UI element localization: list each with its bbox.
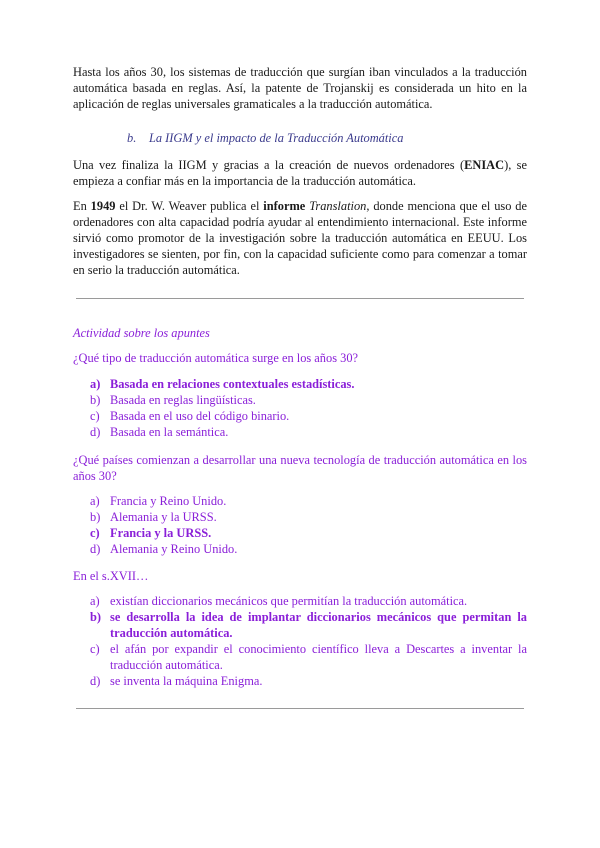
option-text: existían diccionarios mecánicos que permitían la traducción automática. — [110, 594, 468, 608]
question-2-option-a — [90, 493, 527, 509]
paragraph-eniac-part-1: Una vez finaliza la IIGM y gracias a la creación de nuevos ordenadores ( — [73, 158, 465, 172]
year-1949-bold: 1949 — [90, 199, 116, 213]
option-letter: a) — [90, 494, 100, 508]
question-2-option-d — [90, 541, 527, 557]
option-letter: d) — [90, 542, 101, 556]
option-letter: d) — [90, 674, 101, 688]
section-heading-number: b. — [127, 131, 137, 145]
option-letter: b) — [90, 510, 101, 524]
option-text: se desarrolla la idea de implantar diccionarios mecánicos que permitan la traducción automática. — [110, 610, 527, 640]
question-3: En el s.XVII… — [73, 569, 149, 583]
translation-title-italic: Translation — [309, 199, 367, 213]
option-text: Alemania y Reino Unido. — [110, 542, 238, 556]
divider-bottom — [76, 708, 524, 709]
paragraph-weaver — [73, 198, 527, 278]
question-3-option-c — [90, 641, 527, 673]
question-2: ¿Qué países comienzan a desarrollar una nueva tecnología de traducción automática en los años 30? — [73, 453, 527, 483]
option-text: Basada en relaciones contextuales estadísticas. — [110, 377, 355, 391]
option-letter: c) — [90, 642, 100, 656]
question-3-option-a — [90, 593, 527, 609]
option-text: Basada en reglas lingüísticas. — [110, 393, 256, 407]
option-letter: c) — [90, 526, 100, 540]
question-1-option-c — [90, 408, 527, 424]
option-text: Francia y Reino Unido. — [110, 494, 227, 508]
option-letter: c) — [90, 409, 100, 423]
question-2-option-c — [90, 525, 527, 541]
option-letter: b) — [90, 610, 102, 624]
paragraph-eniac-part-2: ), se empieza a confiar más en la importancia de la traducción automática. — [73, 158, 527, 188]
option-letter: d) — [90, 425, 101, 439]
option-text: Basada en el uso del código binario. — [110, 409, 290, 423]
option-text: Alemania y la URSS. — [110, 510, 217, 524]
option-text: Basada en la semántica. — [110, 425, 229, 439]
question-3-option-b — [90, 609, 527, 641]
paragraph-weaver-part-3: , donde menciona que el uso de ordenadores con alta capacidad podría ayudar al entendimiento internacional. Este informe sirvió como promotor de la investigación sobre la traducción automática en EEUU. Los investigadores se sienten, por fin, con la capacidad suficiente como para comenzar a tomar en serio la traducción automática. — [73, 199, 527, 277]
option-text: Francia y la URSS. — [110, 526, 212, 540]
option-letter: a) — [90, 594, 100, 608]
section-heading-text: La IIGM y el impacto de la Traducción Automática — [149, 131, 404, 145]
option-letter: b) — [90, 393, 101, 407]
option-text: el afán por expandir el conocimiento científico lleva a Descartes a inventar la traducción automática. — [110, 642, 527, 672]
option-letter: a) — [90, 377, 101, 391]
question-2-option-b — [90, 509, 527, 525]
question-2-options — [90, 493, 527, 557]
section-heading-b — [127, 131, 403, 146]
question-3-option-d — [90, 673, 527, 689]
question-1-option-d — [90, 424, 527, 440]
question-1-options — [90, 376, 527, 440]
eniac-bold: ENIAC — [464, 158, 505, 172]
paragraph-eniac — [73, 157, 527, 189]
question-1-option-a — [90, 376, 527, 392]
option-text: se inventa la máquina Enigma. — [110, 674, 263, 688]
question-3-options — [90, 593, 527, 689]
divider-top — [76, 298, 524, 299]
activity-title: Actividad sobre los apuntes — [73, 326, 210, 340]
question-1: ¿Qué tipo de traducción automática surge en los años 30? — [73, 351, 359, 365]
paragraph-weaver-part-1: En — [73, 199, 91, 213]
informe-bold: informe — [263, 199, 306, 213]
paragraph-weaver-part-2: el Dr. W. Weaver publica el — [115, 199, 264, 213]
paragraph-trojanskij: Hasta los años 30, los sistemas de traducción que surgían iban vinculados a la traducción automática basada en reglas. Así, la patente de Trojanskij es considerada un hito en la aplicación de reglas universales gramaticales a la traducción automática. — [73, 65, 527, 111]
question-1-option-b — [90, 392, 527, 408]
